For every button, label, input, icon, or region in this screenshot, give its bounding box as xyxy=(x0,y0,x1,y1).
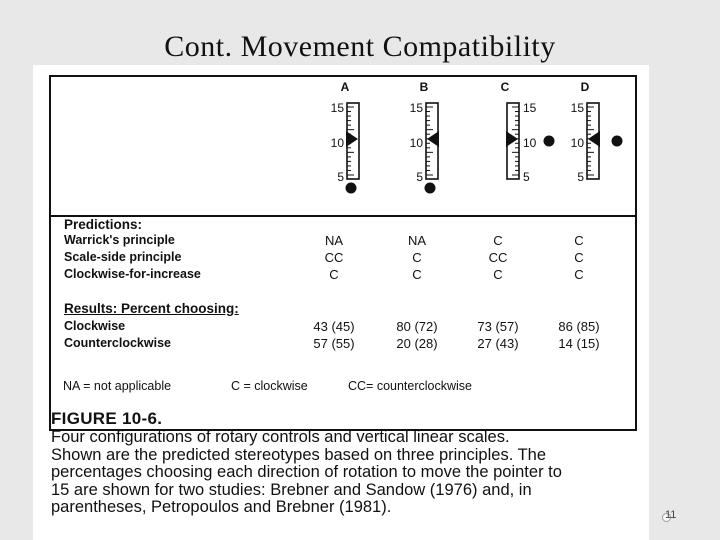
prediction-label-scale-side: Scale-side principle xyxy=(64,250,182,264)
figure-table-box xyxy=(49,75,637,431)
prediction-cell: NA xyxy=(324,233,344,248)
prediction-label-warrick: Warrick's principle xyxy=(64,233,175,247)
result-cell: 57 (55) xyxy=(313,336,355,351)
scale-number-label: 15 xyxy=(330,101,344,115)
caption-line: Shown are the predicted stereotypes based on three principles. The xyxy=(51,445,546,464)
prediction-cell: C xyxy=(412,267,422,282)
caption-line: Four configurations of rotary controls and vertical linear scales. xyxy=(51,428,510,446)
scale-number-label: 15 xyxy=(409,101,423,115)
results-heading: Results: Percent choosing: xyxy=(64,301,239,316)
result-cell: 20 (28) xyxy=(396,336,438,351)
result-label-counterclockwise: Counterclockwise xyxy=(64,336,171,350)
prediction-cell: C xyxy=(574,267,584,282)
prediction-label-clockwise: Clockwise-for-increase xyxy=(64,267,201,281)
result-cell: 73 (57) xyxy=(477,319,519,334)
scale-number-label: 15 xyxy=(570,101,584,115)
caption-line: 15 are shown for two studies: Brebner and Sandow (1976) and, in xyxy=(51,480,532,499)
scale-number-label: 5 xyxy=(577,170,584,184)
figure-image xyxy=(33,65,649,540)
caption-line: parentheses, Petropoulos and Brebner (1981). xyxy=(51,498,392,516)
scale-number-label: 5 xyxy=(337,170,344,184)
result-cell: 14 (15) xyxy=(558,336,600,351)
figure-title: FIGURE 10-6. xyxy=(51,409,163,428)
prediction-cell: CC xyxy=(324,250,344,265)
legend-na: NA = not applicable xyxy=(63,379,172,393)
scale-number-label: 10 xyxy=(523,136,537,150)
scale-column-label: B xyxy=(419,80,429,94)
slide-title: Cont. Movement Compatibility xyxy=(164,30,556,63)
knob-icon xyxy=(612,136,623,147)
scale-number-label: 10 xyxy=(409,136,423,150)
prediction-cell: CC xyxy=(488,250,508,265)
prediction-cell: C xyxy=(574,233,584,248)
legend-cc: CC= counterclockwise xyxy=(348,379,473,393)
prediction-cell: C xyxy=(493,233,503,248)
prediction-cell: C xyxy=(493,267,503,282)
knob-icon xyxy=(544,136,555,147)
page-number: 11 xyxy=(665,509,677,521)
scale-number-label: 5 xyxy=(416,170,423,184)
scale-column-label: D xyxy=(580,80,590,94)
scales-diagram xyxy=(51,77,635,211)
prediction-cell: C xyxy=(412,250,422,265)
scale-column-label: A xyxy=(340,80,350,94)
predictions-heading: Predictions: xyxy=(64,217,143,232)
result-cell: 27 (43) xyxy=(477,336,519,351)
knob-icon xyxy=(346,183,357,194)
scale-number-label: 10 xyxy=(570,136,584,150)
scale-number-label: 15 xyxy=(523,101,537,115)
result-cell: 86 (85) xyxy=(558,319,600,334)
result-cell: 80 (72) xyxy=(396,319,438,334)
figure-caption xyxy=(51,429,641,517)
scale-number-label: 5 xyxy=(523,170,530,184)
result-label-clockwise: Clockwise xyxy=(64,319,126,333)
legend-c: C = clockwise xyxy=(231,379,308,393)
prediction-cell: C xyxy=(574,250,584,265)
knob-icon xyxy=(425,183,436,194)
prediction-cell: NA xyxy=(407,233,427,248)
result-cell: 43 (45) xyxy=(313,319,355,334)
scale-number-label: 10 xyxy=(330,136,344,150)
prediction-cell: C xyxy=(329,267,339,282)
caption-line: percentages choosing each direction of rotation to move the pointer to xyxy=(51,463,562,481)
scale-column-label: C xyxy=(500,80,510,94)
